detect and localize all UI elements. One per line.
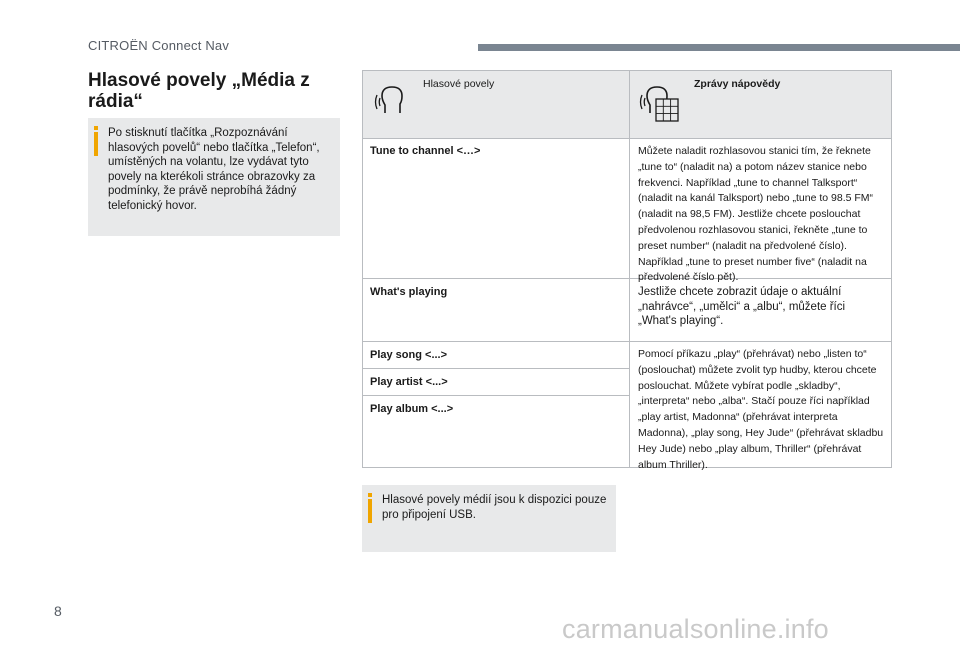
table-row [363,279,891,342]
command-text: What's playing [370,286,448,298]
command-text: Play artist <...> [370,376,448,388]
info-box-voice-commands [88,118,340,236]
info-text: Hlasové povely médií jsou k dispozici pouze pro připojení USB. [382,494,607,521]
info-icon [368,493,376,523]
info-icon [94,126,102,156]
command-subcell [363,396,629,468]
page-number: 8 [54,603,62,619]
command-subcell [363,342,629,369]
command-subcell [363,369,629,396]
table-row [363,138,891,284]
table-row-group [363,342,891,471]
help-message-icon [638,83,682,125]
page-title: Hlasové povely „Média z rádia“ [88,70,310,112]
watermark: carmanualsonline.info [562,614,829,644]
info-box-usb [362,485,616,552]
help-cell: Můžete naladit rozhlasovou stanici tím, že řeknete „tune to“ (naladit na) a potom název stanice nebo frekvenci. Například „tune to channel Talksport“ (naladit na kanál Talksport) nebo „tune to 98.5 FM“ (naladit na 98,5 FM). Jestliže chcete poslouchat předvolenou rozhlasovou stanici, řekněte „tune to preset number“ (naladit na předvolené číslo). Například „tune to preset number five“ (naladit na předvolené číslo pět). [638,145,874,284]
header-bar [478,44,960,51]
help-cell: Jestliže chcete zobrazit údaje o aktuální „nahrávce“, „umělci“ a „albu“, můžete říci „What's playing“. [638,286,846,327]
brand-header: CITROËN Connect Nav [88,38,230,53]
command-text: Play album <...> [370,403,454,415]
info-text: Po stisknutí tlačítka „Rozpoznávání hlasových povelů“ nebo tlačítka „Telefon“, umístěných na volantu, lze vydávat tyto povely na kterékoli stránce obrazovky za podmínky, že právě neprobíhá žádný telefonický hovor. [108,127,320,212]
command-text: Play song <...> [370,349,448,361]
voice-command-icon [373,83,409,123]
command-text: Tune to channel <…> [370,145,481,157]
table-header [363,71,891,139]
help-cell: Pomocí příkazu „play“ (přehrávat) nebo „listen to“ (poslouchat) můžete zvolit typ hudby, kterou chcete poslouchat. Můžete vybírat podle „skladby“, „interpreta“ nebo „alba“. Stačí pouze říci například „play artist, Madonna“ (přehrávat interpreta Madonna), „play song, Hey Jude“ (přehrávat skladbu Hey Jude) nebo „play album, Thriller“ (přehrávat album Thriller). [638,348,884,471]
voice-commands-table [362,70,892,471]
header-commands-label: Hlasové povely [423,78,495,90]
header-help-label: Zprávy nápovědy [694,78,781,90]
command-cell [363,279,630,341]
command-cell [363,138,630,278]
header-commands-cell [363,71,630,138]
